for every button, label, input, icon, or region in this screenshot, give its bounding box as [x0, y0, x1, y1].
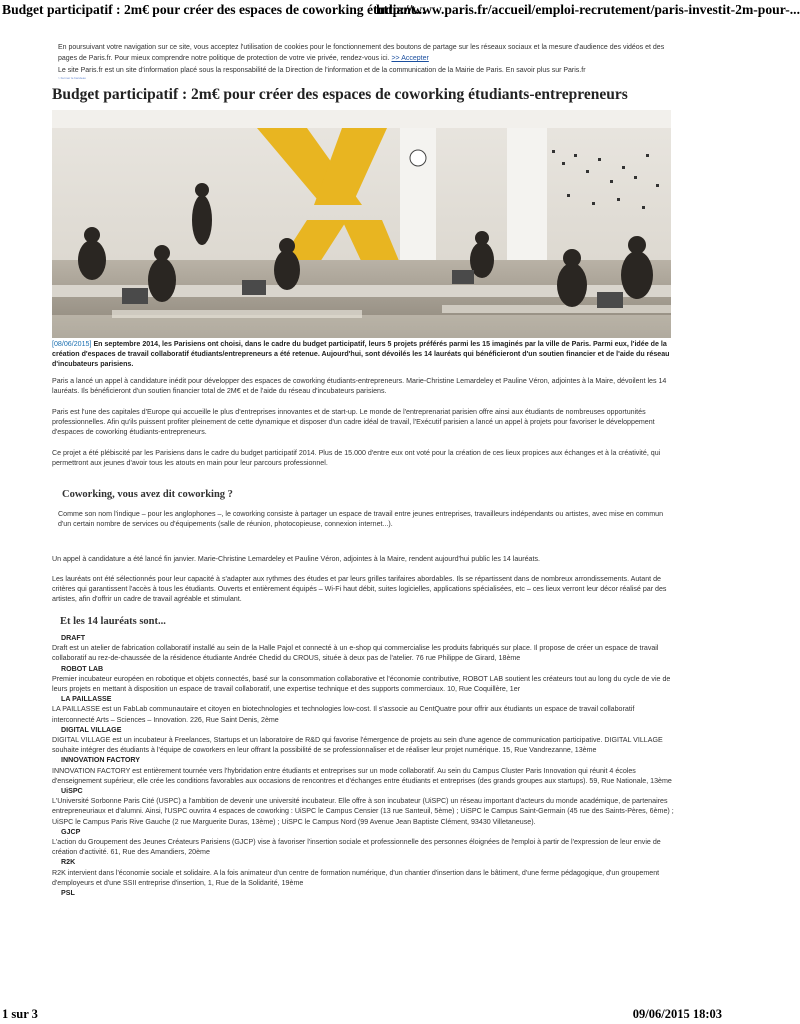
list-item [52, 633, 674, 664]
laureate-name: DIGITAL VILLAGE [61, 725, 122, 734]
paragraph-definition: Comme son nom l'indique – pour les anglophones –, le coworking consiste à partager un espace de travail entre jeunes entreprises, travailleurs indépendants ou artistes, avec mise en commun d'un certain nombre de services ou d'équipements (salle de réunion, photocopieuse, connexion internet...). [58, 510, 664, 529]
hero-image [52, 110, 671, 338]
article-lead [52, 339, 672, 370]
laureate-name: GJCP [61, 827, 81, 836]
laureate-name: DRAFT [61, 634, 86, 642]
laureate-name: INNOVATION FACTORY [61, 756, 140, 765]
list-item [52, 664, 674, 695]
laureate-description: L'Université Sorbonne Paris Cité (USPC) a l'ambition de devenir une université incubateur. Elle offre à son incubateur (UiSPC) un réseau important d'acteurs du monde académique, de partenaires entrepreneuriaux et d'alumni. Ainsi, l'USPC ouvrira 4 espaces de coworking : UiSPC le Campus Censier (13 rue Santeuil, 5ème) ; UiSPC le Campus Saint-Germain (45 rue des Saints-Pères, 6ème) ; UiSPC le Campus Paris Rive Gauche (2 rue Marguerite Duras, 13ème) ; UiSPC le Campus Nord (99 Avenue Jean Baptiste Clément, 93430 Villetaneuse). [52, 797, 674, 826]
list-item [52, 786, 674, 827]
list-item [52, 725, 674, 756]
laureates-list [52, 633, 674, 898]
cookie-info: Le site Paris.fr est un site d'information placé sous la responsabilité de la Direction de l'information et de la communication de la Mairie de Paris. En savoir plus sur Paris.fr [58, 66, 586, 74]
laureate-description: DIGITAL VILLAGE est un incubateur à Freelances, Startups et un laboratoire de R&D qui favorise l'émergence de projets au sein d'une agence de communication participative. DIGITAL VILLAGE souhaite intégrer des étudiants à l'équipe de coworkers en leur offrant la possibilité de se professionnaliser et de réaliser leur projet numérique. 15, Rue Vandrezanne, 13ème [52, 736, 663, 755]
laureate-description: LA PAILLASSE est un FabLab communautaire et citoyen en biotechnologies et technologies low-cost. Il s'associe au CentQuatre pour offrir aux étudiants un espace de travail collaboratif interconnecté Arts – Sciences – Innovation. 226, Rue Saint Denis, 2ème [52, 705, 635, 724]
list-item [52, 694, 674, 725]
paragraph-call: Un appel à candidature a été lancé fin janvier. Marie-Christine Lemardeley et Pauline Véron, adjointes à la Maire, rendent aujourd'hui public les 14 lauréats. [52, 555, 540, 563]
laureate-name: R2K [61, 858, 76, 867]
section-title-laureates: Et les 14 lauréats sont... [60, 616, 166, 627]
laureate-description: INNOVATION FACTORY est entièrement tournée vers l'hybridation entre étudiants et entreprises sur un mode collaboratif. Au sein du Campus Cluster Paris Innovation qui réunit 4 écoles d'enseignement supérieur, elle crée les conditions favorables aux occasions de rencontres et d'échanges entre étudiants et entreprises (des grands groupes aux startups). 59, Rue Nationale, 13ème [52, 766, 672, 785]
cookie-notice [58, 42, 678, 80]
laureate-description: L'action du Groupement des Jeunes Créateurs Parisiens (GJCP) vise à favoriser l'insertion sociale et professionnelle des personnes éloignées de l'emploi à partir de l'expression de leur envie de création d'activité. 61, Rue des Amandiers, 20ème [52, 838, 661, 857]
laureate-name: UiSPC [61, 787, 83, 796]
page-title: Budget participatif : 2m€ pour créer des espaces de coworking étudiants-entrepreneurs [52, 86, 628, 103]
page-number: 1 sur 3 [2, 1007, 38, 1021]
print-datetime: 09/06/2015 18:03 [632, 1007, 722, 1021]
article-date: [08/06/2015] [52, 340, 92, 348]
paragraph-context: Paris est l'une des capitales d'Europe qui accueille le plus d'entreprises innovantes et de start-up. Le monde de l'entreprenariat parisien offre ainsi aux étudiants de nombreuses opportunités professionnelles. Afin qu'ils puissent profiter pleinement de cette dynamique et disposer d'un cadre idéal de travail, l'Exécutif parisien a lancé un appel à projets pour favoriser le développement d'espaces de coworking étudiants-entrepreneurs. [52, 408, 655, 437]
laureate-name: ROBOT LAB [61, 664, 104, 673]
print-header-url: http://www.paris.fr/accueil/emploi-recrutement/paris-investit-2m-pour-... [376, 2, 800, 17]
print-header-title: Budget participatif : 2m€ pour créer des espaces de coworking étudiant... [2, 2, 426, 17]
list-item [52, 755, 674, 786]
list-item [52, 888, 674, 898]
laureate-description: Premier incubateur européen en robotique et objets connectés, basé sur la consommation collaborative et l'économie contributive, ROBOT LAB soutient les créateurs tout au long du cycle de vie de leurs projets en mettant à disposition un espace de travail collaboratif, une expertise technique et des supports commerciaux. 10, Rue Coquillère, 1er [52, 674, 671, 694]
laureate-description: R2K intervient dans l'économie sociale et solidaire. A la fois animateur d'un centre de formation numérique, d'un chantier d'insertion dans le bâtiment, d'une ferme pédagogique, d'un groupement d'employeurs et d'une SSII entreprise d'insertion, 1, Rue de la Solidarité, 19ème [52, 868, 660, 887]
paragraph-intro: Paris a lancé un appel à candidature inédit pour développer des espaces de coworking étudiants-entrepreneurs. Marie-Christine Lemardeley et Pauline Véron, adjointes à la Maire, dévoilent les 14 lauréats. Ils bénéficieront d'un soutien financier total de 2M€ et de l'aide du réseau d'incubateurs parisiens. [52, 377, 667, 396]
cookie-text: En poursuivant votre navigation sur ce site, vous acceptez l'utilisation de cookies pour le fonctionnement des boutons de partage sur les réseaux sociaux et la mesure d'audience des vidéos et des pages de Paris.fr. Pour mieux comprendre notre politique de protection de votre vie privée, rendez-vous ici. >> Accepter [58, 44, 665, 63]
paragraph-vote: Ce projet a été plébiscité par les Parisiens dans le cadre du budget participatif 2014. Plus de 15.000 d'entre eux ont voté pour la création de ces lieux propices aux échanges et à la créativité, qui permettront aux jeunes d'avoir tous les atouts en main pour leur parcours professionnel. [52, 449, 661, 468]
print-header [0, 2, 800, 20]
section-title-coworking: Coworking, vous avez dit coworking ? [62, 489, 233, 500]
list-item [52, 857, 674, 888]
laureate-name: LA PAILLASSE [61, 695, 112, 704]
paragraph-criteria: Les lauréats ont été sélectionnés pour leur capacité à s'adapter aux rythmes des études et par leurs grilles tarifaires abordables. Ils se répartissent dans de nombreux arrondissements. Autant de critères qui garantissent l'accès à tous les étudiants. Ouverts et entièrement équipés – Wi-Fi haut débit, suites logicielles, applications spécialisées, etc – ces lieux verront leur décor réalisé par des artistes, afin d'offrir un cadre de travail agréable et stimulant. [52, 575, 667, 604]
lead-text: En septembre 2014, les Parisiens ont choisi, dans le cadre du budget participatif, leurs 5 projets préférés parmi les 15 imaginés par la ville de Paris. Parmi eux, l'idée de la création d'espaces de travail collaboratif étudiants/entrepreneurs a été retenue. Aujourd'hui, sont dévoilés les 14 lauréats qui bénéficieront d'un soutien financier et de l'aide du réseau d'incubateurs parisiens. [52, 340, 670, 369]
close-banner-link[interactable]: > Fermer le bandeau [58, 75, 86, 80]
laureate-name: PSL [61, 889, 75, 898]
accept-cookies-link[interactable]: >> Accepter [391, 55, 429, 63]
list-item [52, 827, 674, 858]
laureate-description: Draft est un atelier de fabrication collaboratif installé au sein de la Halle Pajol et connecté à un e-shop qui commercialise les produits fabriqués sur place. Il propose de créer un espace de travail collaboratif au rez-de-chaussée de la résidence étudiante Andrée Chedid du CROUS, située à deux pas de l'atelier. 76 rue Philippe de Girard, 18ème [52, 644, 659, 663]
coworking-photo [52, 110, 671, 338]
print-footer [0, 1007, 724, 1023]
